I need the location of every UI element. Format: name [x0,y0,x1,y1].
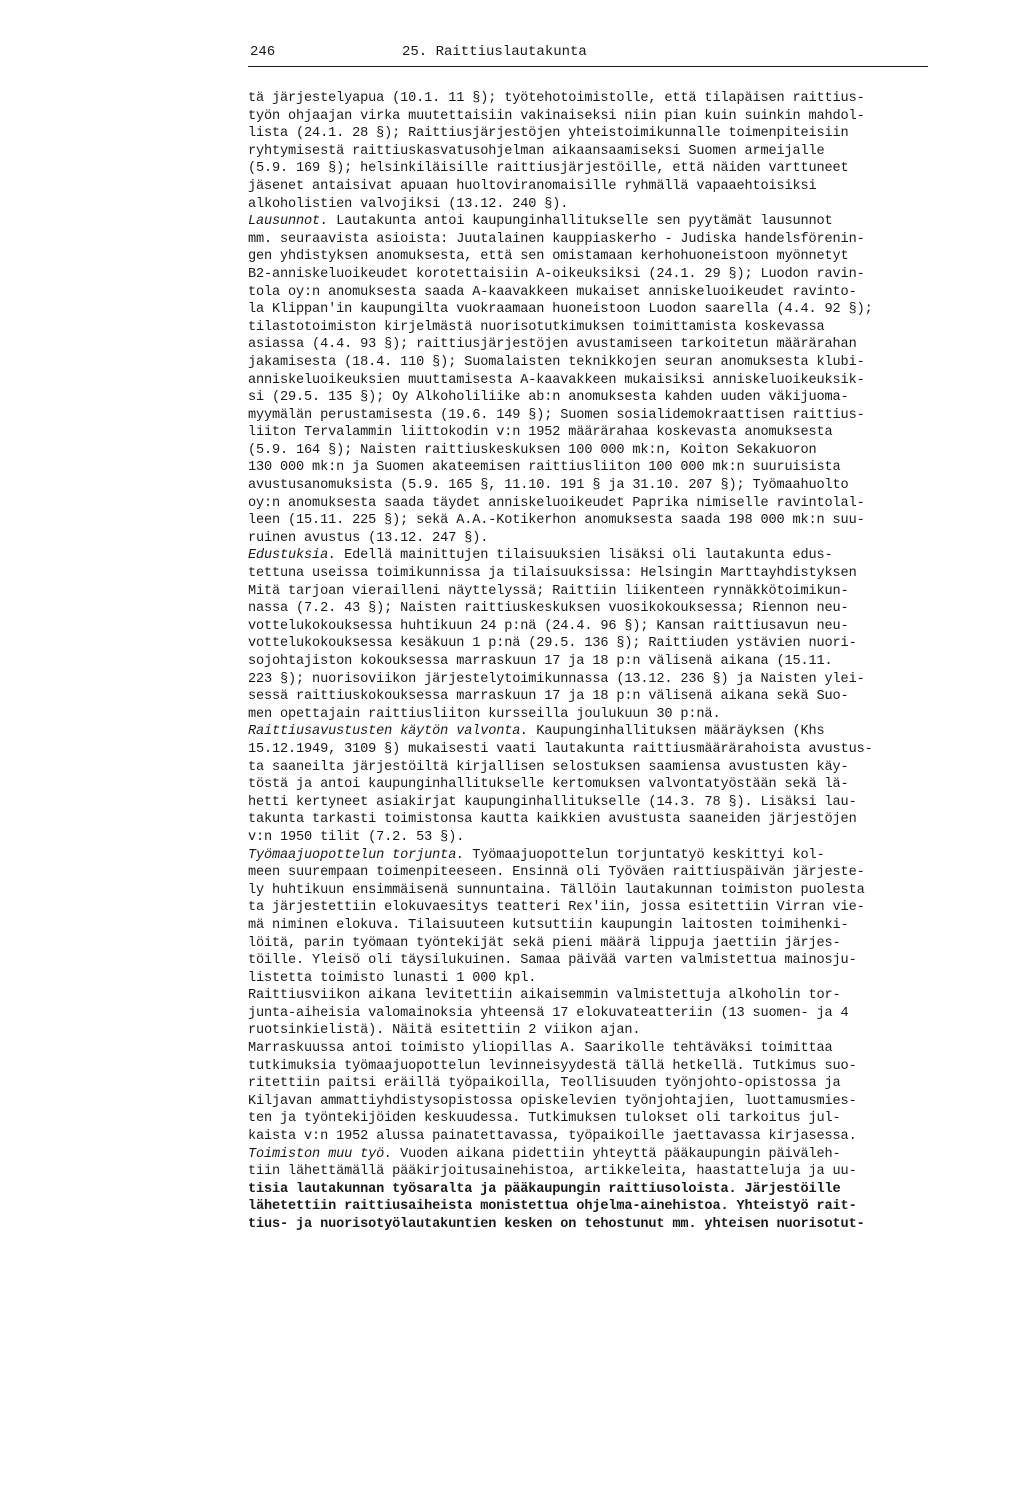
text-line [248,424,938,442]
text-line [248,1040,938,1058]
text-line [248,759,938,777]
text-line [248,706,938,724]
section-heading: Toimiston muu työ. [248,1146,393,1162]
text-line [248,741,938,759]
text-line [248,1075,938,1093]
text-segment: ly huhtikuun ensimmäisenä sunnuntaina. Tällöin lautakunnan toimiston puolesta [248,882,865,898]
text-line [248,600,938,618]
text-segment: vottelukokouksessa kesäkuun 1 p:nä (29.5. 136 §); Raittiuden ystävien nuori- [248,636,857,652]
text-segment: ta järjestettiin elokuvaesitys teatteri Rex'iin, jossa esitettiin Virran vie- [248,900,865,916]
text-segment: meen suurempaan toimenpiteeseen. Ensinnä oli Työväen raittiuspäivän järjeste- [248,865,865,881]
text-line [248,1110,938,1128]
text-line [248,213,938,231]
text-line [248,776,938,794]
text-line [248,899,938,917]
text-segment: jakamisesta (18.4. 110 §); Suomalaisten teknikkojen seuran anomuksesta klubi- [248,354,865,370]
text-segment: tettuna useissa toimikunnissa ja tilaisuuksissa: Helsingin Marttayhdistyksen [248,566,857,582]
text-line [248,635,938,653]
text-segment: sojohtajiston kokouksessa marraskuun 17 ja 18 p:n välisenä aikana (15.11. [248,654,833,669]
text-line [248,723,938,741]
body-text [248,90,938,1234]
text-segment: kaista v:n 1952 alussa painatettavassa, työpaikoille jaettavassa kirjasessa. [248,1129,857,1145]
text-segment: tisia lautakunnan työsaralta ja pääkaupungin raittiusoloista. Järjestöille [248,1181,841,1197]
text-line [248,495,938,513]
text-line [248,811,938,829]
text-segment: mä niminen elokuva. Tilaisuuteen kutsuttiin kaupungin laitosten toimihenki- [248,917,849,933]
text-line [248,336,938,354]
text-line [248,864,938,882]
text-line [248,1181,938,1199]
text-line [248,1005,938,1023]
text-line [248,284,938,302]
text-line [248,196,938,214]
text-line [248,372,938,390]
text-line [248,1128,938,1146]
text-line [248,90,938,108]
text-segment: töille. Yleisö oli täysilukuinen. Samaa päivää varten valmistettua mainosju- [248,953,857,969]
text-segment: anniskeluoikeuksien muuttamisesta A-kaavakkeen mukaisiksi anniskeluoikeuksik- [248,372,865,388]
text-line [248,248,938,266]
running-head: 25. Raittiuslautakunta [402,44,587,60]
text-segment: asiassa (4.4. 93 §); raittiusjärjestöjen avustamiseen tarkoitetun määrärahan [248,337,857,353]
text-line [248,389,938,407]
text-segment: Vuoden aikana pidettiin yhteyttä pääkaupungin päiväleh- [392,1146,841,1162]
text-segment: tola oy:n anomuksesta saada A-kaavakkeen mukaiset anniskeluoikeudet ravinto- [248,284,857,300]
text-segment: (5.9. 164 §); Naisten raittiuskeskuksen 100 000 mk:n, Koiton Sekakuoron [248,442,817,458]
text-line [248,1216,938,1234]
text-segment: ruinen avustus (13.12. 247 §). [248,530,489,546]
text-segment: jäsenet antaisivat apuaan huoltoviranomaisille ryhmällä vapaaehtoisiksi [248,178,817,194]
text-line [248,688,938,706]
text-line [248,917,938,935]
text-segment: junta-aiheisia valomainoksia yhteensä 17 elokuvateatteriin (13 suomen- ja 4 [248,1005,849,1021]
text-segment: tius- ja nuorisotyölautakuntien kesken on tehostunut mm. yhteisen nuorisotut- [248,1217,865,1232]
text-line [248,1163,938,1181]
text-segment: ta saaneilta järjestöiltä kirjallisen selostuksen saamiensa avustusten käy- [248,759,849,775]
text-line [248,970,938,988]
text-segment: 223 §); nuorisoviikon järjestelytoimikunnassa (13.12. 236 §) ja Naisten ylei- [248,671,865,687]
text-line [248,847,938,865]
text-segment: leen (15.11. 225 §); sekä A.A.-Kotikerhon anomuksesta saada 198 000 mk:n suu- [248,513,865,529]
page-number: 246 [250,44,276,60]
text-segment: ritettiin paitsi eräillä työpaikoilla, Teollisuuden työnjohto-opistossa ja [248,1076,841,1092]
text-line [248,935,938,953]
text-segment: avustusanomuksista (5.9. 165 §, 11.10. 191 § ja 31.10. 207 §); Työmaahuolto [248,478,849,494]
page-header [250,44,930,68]
text-segment: myymälän perustamisesta (19.6. 149 §); Suomen sosialidemokraattisen raittius- [248,407,865,423]
text-segment: 15.12.1949, 3109 §) mukaisesti vaati lautakunta raittiusmäärärahoista avustus- [248,741,873,757]
text-line [248,108,938,126]
text-line [248,354,938,372]
text-segment: B2-anniskeluoikeudet korotettaisiin A-oikeuksiksi (24.1. 29 §); Luodon ravin- [248,266,865,282]
section-heading: Raittiusavustusten käytön valvonta. [248,724,529,740]
text-segment: löitä, parin työmaan työntekijät sekä pieni määrä lippuja jaettiin järjes- [248,935,841,951]
text-segment: listetta toimisto lunasti 1 000 kpl. [248,970,537,986]
text-line [248,565,938,583]
text-line [248,1146,938,1164]
text-segment: men opettajain raittiusliiton kursseilla joulukuun 30 p:nä. [248,706,721,722]
text-line [248,1198,938,1216]
text-line [248,477,938,495]
text-segment: työn ohjaajan virka muutettaisiin vakinaiseksi niin pian kuin suinkin mahdol- [248,108,865,124]
text-segment: tiin lähettämällä pääkirjoitusainehistoa, artikkeleita, haastatteluja ja uu- [248,1164,857,1180]
text-segment: nassa (7.2. 43 §); Naisten raittiuskeskuksen vuosikokouksessa; Riennon neu- [248,601,849,617]
text-segment: si (29.5. 135 §); Oy Alkoholiliike ab:n anomuksesta kahden uuden väkijuoma- [248,390,849,406]
text-line [248,547,938,565]
text-segment: lähetettiin raittiusaiheista monistettua ohjelma-ainehistoa. Yhteistyö rait- [248,1199,857,1215]
text-line [248,794,938,812]
text-segment: takunta tarkasti toimistonsa kautta kaikkien avustusta saaneiden järjestöjen [248,812,857,828]
section-heading: Edustuksia. [248,548,337,564]
text-line [248,178,938,196]
text-segment: liiton Tervalammin liittokodin v:n 1952 määrärahaa koskevasta anomuksesta [248,425,833,441]
text-segment: gen yhdistyksen anomuksesta, että sen omistamaan kerhohuoneistoon myönnetyt [248,249,849,265]
text-line [248,301,938,319]
text-line [248,319,938,337]
text-segment: tutkimuksia työmaajuopottelun levinneisyydestä tällä hetkellä. Tutkimus suo- [248,1058,857,1074]
text-line [248,882,938,900]
text-segment: alkoholistien valvojiksi (13.12. 240 §). [248,196,569,212]
text-line [248,143,938,161]
text-line [248,125,938,143]
text-segment: Kaupunginhallituksen määräyksen (Khs [528,724,825,740]
text-segment: töstä ja antoi kaupunginhallitukselle kertomuksen valvontatyöstään sekä lä- [248,777,849,793]
section-heading: Lausunnot. [248,214,329,230]
text-line [248,829,938,847]
text-line [248,583,938,601]
text-line [248,1058,938,1076]
text-line [248,671,938,689]
text-segment: Kiljavan ammattiyhdistysopistossa opiskelevien työnjohtajien, luottamusmies- [248,1093,857,1109]
text-segment: v:n 1950 tilit (7.2. 53 §). [248,829,465,845]
text-segment: la Klippan'in kaupungilta vuokraamaan huoneistoon Luodon saarella (4.4. 92 §); [248,302,873,318]
text-segment: ruotsinkielistä). Näitä esitettiin 2 viikon ajan. [248,1023,641,1039]
text-line [248,442,938,460]
text-segment: ryhtymisestä raittiuskasvatusohjelman aikaansaamiseksi Suomen armeijalle [248,143,825,159]
text-segment: sessä raittiuskokouksessa marraskuun 17 ja 18 p:n välisenä aikana sekä Suo- [248,689,849,705]
text-line [248,459,938,477]
text-line [248,231,938,249]
text-line [248,1093,938,1111]
header-rule [248,66,928,67]
text-segment: Raittiusviikon aikana levitettiin aikaisemmin valmistettuja alkoholin tor- [248,988,841,1004]
text-segment: vottelukokouksessa huhtikuun 24 p:nä (24.4. 96 §); Kansan raittiusavun neu- [248,618,849,634]
text-line [248,530,938,548]
text-segment: Marraskuussa antoi toimisto yliopillas A. Saarikolle tehtäväksi toimittaa [248,1041,833,1057]
text-segment: Mitä tarjoan vierailleni näyttelyssä; Raittiin liikenteen rynnäkkötoimikun- [248,583,849,599]
text-line [248,952,938,970]
text-segment: oy:n anomuksesta saada täydet anniskeluoikeudet Paprika nimiselle ravintolal- [248,495,865,511]
text-line [248,1022,938,1040]
text-segment: tilastotoimiston kirjelmästä nuorisotutkimuksen toimittamista koskevassa [248,319,825,335]
text-segment: mm. seuraavista asioista: Juutalainen kauppiaskerho - Judiska handelsförenin- [248,231,865,247]
section-heading: Työmaajuopottelun torjunta. [248,847,465,863]
text-segment: 130 000 mk:n ja Suomen akateemisen raittiusliiton 100 000 mk:n suuruisista [248,460,841,476]
text-segment: Työmaajuopottelun torjuntatyö keskittyi kol- [464,847,825,863]
text-line [248,618,938,636]
text-line [248,987,938,1005]
text-line [248,653,938,671]
text-line [248,512,938,530]
text-segment: ten ja työntekijöiden keskuudessa. Tutkimuksen tulokset oli tarkoitus jul- [248,1111,841,1127]
text-segment: tä järjestelyapua (10.1. 11 §); työtehotoimistolle, että tilapäisen raittius- [248,91,865,106]
text-line [248,407,938,425]
text-segment: Edellä mainittujen tilaisuuksien lisäksi oli lautakunta edus- [336,548,833,564]
text-segment: Lautakunta antoi kaupunginhallitukselle sen pyytämät lausunnot [328,214,833,230]
text-segment: (5.9. 169 §); helsinkiläisille raittiusjärjestöille, että näiden varttuneet [248,161,849,177]
text-segment: lista (24.1. 28 §); Raittiusjärjestöjen yhteistoimikunnalle toimenpiteisiin [248,126,849,142]
text-segment: hetti kertyneet asiakirjat kaupunginhallitukselle (14.3. 78 §). Lisäksi lau- [248,794,857,810]
text-line [248,266,938,284]
text-line [248,160,938,178]
